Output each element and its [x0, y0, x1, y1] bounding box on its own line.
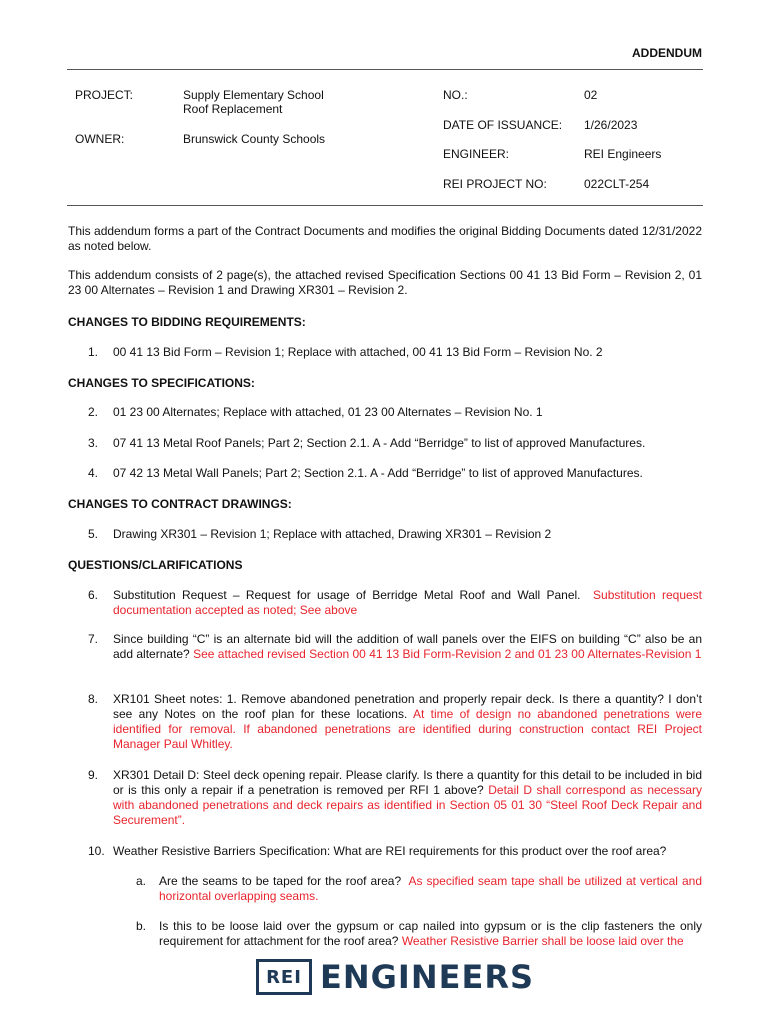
addendum-title: ADDENDUM — [632, 46, 702, 60]
question-text: Is this to be loose laid over the gypsum or cap nailed into gypsum or is the clip fasteners the only requirement for attachment for the roof area? — [159, 919, 702, 948]
header-bottom-rule — [67, 205, 703, 206]
item-number: 3. — [88, 436, 99, 450]
logo-wordmark: ENGINEERS — [320, 958, 534, 996]
question-text: Substitution Request – Request for usage of Berridge Metal Roof and Wall Panel. — [113, 588, 581, 602]
number-label: NO.: — [443, 88, 468, 102]
list-item — [88, 844, 702, 859]
item-number: 8. — [88, 692, 99, 706]
item-number: 1. — [88, 345, 99, 359]
item-number: 4. — [88, 466, 99, 480]
list-item — [88, 632, 702, 662]
number-value: 02 — [584, 88, 598, 102]
engineer-label: ENGINEER: — [443, 147, 510, 161]
owner-label: OWNER: — [75, 132, 125, 146]
question-text: XR301 Detail D: Steel deck opening repair. Please clarify. Is there a quantity for this detail to be included in bid or is this only a repair if a penetration is removed per RFI 1 above? — [113, 768, 702, 797]
logo-mark: REI — [256, 959, 312, 995]
heading-questions-clarifications: QUESTIONS/CLARIFICATIONS — [68, 558, 243, 572]
item-text: Drawing XR301 – Revision 1; Replace with attached, Drawing XR301 – Revision 2 — [113, 527, 552, 541]
sub-list-item — [136, 874, 702, 904]
question-text: XR101 Sheet notes: 1. Remove abandoned penetration and properly repair deck. Is there a quantity? I don’t see any Notes on the roof plan for these locations. — [113, 692, 702, 721]
item-letter: b. — [136, 919, 147, 933]
question-text: Since building “C” is an alternate bid will the addition of wall panels over the EIFS on building “C” also be an add alternate? — [113, 632, 702, 661]
item-number: 7. — [88, 632, 99, 646]
date-label: DATE OF ISSUANCE: — [443, 118, 563, 132]
item-text: 01 23 00 Alternates; Replace with attached, 01 23 00 Alternates – Revision No. 1 — [113, 405, 543, 419]
item-text: 07 41 13 Metal Roof Panels; Part 2; Section 2.1. A - Add “Berridge” to list of approved Manufactures. — [113, 436, 646, 450]
rei-project-value: 022CLT-254 — [584, 177, 650, 191]
list-item — [88, 768, 702, 828]
item-number: 6. — [88, 588, 99, 602]
answer-text: Substitution request documentation accepted as noted; See above — [113, 588, 703, 617]
header-top-rule — [67, 69, 703, 70]
list-item — [88, 692, 702, 752]
heading-specifications: CHANGES TO SPECIFICATIONS: — [68, 376, 255, 390]
list-item — [88, 345, 702, 360]
project-name-line1: Supply Elementary School — [183, 88, 324, 102]
project-label: PROJECT: — [75, 88, 134, 102]
item-letter: a. — [136, 874, 147, 888]
list-item — [88, 588, 702, 618]
list-item — [88, 405, 702, 420]
answer-text: See attached revised Section 00 41 13 Bid Form-Revision 2 and 01 23 00 Alternates-Revision 1 — [193, 647, 702, 661]
item-text: 00 41 13 Bid Form – Revision 1; Replace with attached, 00 41 13 Bid Form – Revision No. 2 — [113, 345, 603, 359]
heading-bidding-requirements: CHANGES TO BIDDING REQUIREMENTS: — [68, 315, 306, 329]
project-name-line2: Roof Replacement — [183, 102, 283, 116]
question-text: Weather Resistive Barriers Specification: What are REI requirements for this product over the roof area? — [113, 844, 667, 858]
item-text: 07 42 13 Metal Wall Panels; Part 2; Section 2.1. A - Add “Berridge” to list of approved Manufactures. — [113, 466, 643, 480]
question-text: Are the seams to be taped for the roof area? — [159, 874, 402, 888]
rei-engineers-logo — [256, 958, 534, 996]
item-number: 2. — [88, 405, 99, 419]
answer-text: Weather Resistive Barrier shall be loose laid over the — [401, 934, 684, 948]
heading-contract-drawings: CHANGES TO CONTRACT DRAWINGS: — [68, 497, 292, 511]
item-number: 9. — [88, 768, 99, 782]
intro-paragraph-2: This addendum consists of 2 page(s), the attached revised Specification Sections 00 41 13 Bid Form – Revision 2, 01 23 00 Alternates – Revision 1 and Drawing XR301 – Revision 2. — [68, 268, 702, 297]
rei-project-label: REI PROJECT NO: — [443, 177, 547, 191]
list-item — [88, 527, 702, 542]
answer-text: At time of design no abandoned penetrations were identified for removal. If abandoned penetrations are identified during construction contact REI Project Manager Paul Whitley. — [113, 707, 703, 751]
intro-paragraph-1: This addendum forms a part of the Contract Documents and modifies the original Bidding Documents dated 12/31/2022 as noted below. — [68, 224, 702, 253]
list-item — [88, 436, 702, 451]
list-item — [88, 466, 702, 481]
answer-text: Detail D shall correspond as necessary with abandoned penetrations and deck repairs as identified in Section 05 01 30 “Steel Roof Deck Repair and Securement”. — [113, 783, 703, 827]
engineer-value: REI Engineers — [584, 147, 662, 161]
item-number: 5. — [88, 527, 99, 541]
owner-value: Brunswick County Schools — [183, 132, 326, 146]
date-value: 1/26/2023 — [584, 118, 638, 132]
item-number: 10. — [88, 844, 105, 858]
answer-text: As specified seam tape shall be utilized at vertical and horizontal overlapping seams. — [159, 874, 702, 903]
sub-list-item — [136, 919, 702, 949]
